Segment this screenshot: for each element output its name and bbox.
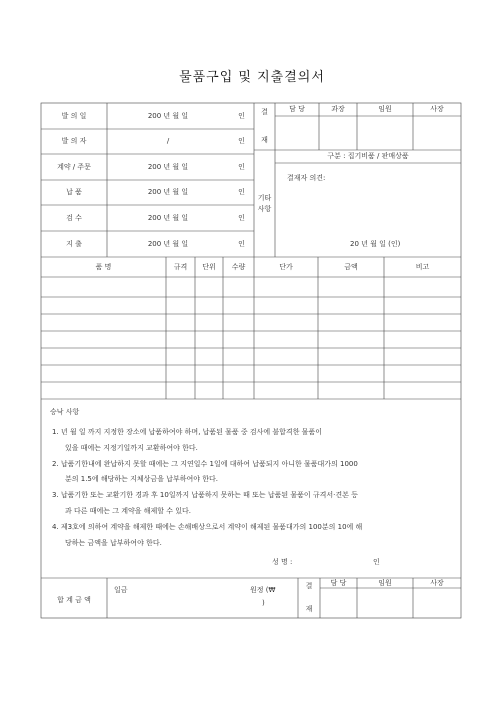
terms-heading: 승낙 사항 bbox=[50, 408, 80, 416]
total-approval-side-1: 결 bbox=[305, 582, 313, 590]
col-header-spec: 규격 bbox=[173, 263, 188, 271]
row-seal-proposer: 인 bbox=[238, 137, 245, 145]
row-seal-proposal-date: 인 bbox=[238, 112, 245, 120]
row-label-contract: 계약 / 주문 bbox=[57, 163, 91, 171]
row-label-expense: 지 출 bbox=[66, 240, 82, 248]
row-seal-inspection: 인 bbox=[238, 214, 245, 222]
row-label-proposal-date: 발 의 일 bbox=[61, 112, 87, 120]
approver-date-line: 20 년 월 일 (인) bbox=[350, 240, 401, 248]
col-header-item-name: 품 명 bbox=[95, 263, 112, 271]
row-label-delivery: 납 품 bbox=[66, 188, 82, 196]
terms-line: 있을 때에는 지정기일까지 교환하여야 한다. bbox=[65, 444, 198, 452]
total-won-close: ) bbox=[262, 599, 265, 607]
col-header-qty: 수량 bbox=[231, 263, 246, 271]
row-value-proposer[interactable]: / bbox=[166, 137, 170, 145]
row-seal-contract: 인 bbox=[238, 163, 245, 171]
terms-line: 2. 납품기한내에 완납하지 못할 때에는 그 지연일수 1일에 대하여 납품되지 아니한 물품대가의 1000 bbox=[52, 460, 358, 468]
category-field[interactable]: 구분 : 집기비품 / 판매상품 bbox=[327, 152, 409, 160]
approver-opinion-label: 결재자 의견: bbox=[287, 174, 326, 182]
row-value-expense[interactable]: 200 년 월 일 bbox=[147, 240, 189, 248]
terms-line: 4. 제3호에 의하여 계약을 해제한 때에는 손해배상으로서 계약이 해제된 물품대가의 100분의 10에 해 bbox=[52, 523, 363, 531]
terms-line: 1. 년 월 일 까지 지정한 장소에 납품하여야 하며, 납품된 물품 중 검사에 불합격한 물품이 bbox=[52, 428, 322, 436]
page-title: 물품구입 및 지출결의서 bbox=[179, 70, 325, 85]
row-value-proposal-date[interactable]: 200 년 월 일 bbox=[147, 112, 189, 120]
other-side-label: 기타 사항 bbox=[257, 194, 272, 213]
col-header-amount: 금액 bbox=[344, 263, 358, 271]
row-seal-expense: 인 bbox=[238, 240, 245, 248]
row-value-contract[interactable]: 200 년 월 일 bbox=[147, 163, 189, 171]
terms-line: 분의 1.5에 해당하는 지체상금을 납부하여야 한다. bbox=[65, 475, 218, 483]
signature-label: 성 명 : bbox=[272, 558, 293, 566]
row-value-delivery[interactable]: 200 년 월 일 bbox=[147, 188, 189, 196]
total-korean-amount[interactable]: 일금 bbox=[114, 586, 128, 594]
approval-header-manager: 과장 bbox=[331, 105, 345, 113]
row-value-inspection[interactable]: 200 년 월 일 bbox=[147, 214, 189, 222]
total-approval-side-2: 재 bbox=[305, 605, 313, 613]
terms-line: 3. 납품기한 또는 교환기한 경과 후 10일까지 납품하지 못하는 때 또는 납품된 물품이 규격서·견본 등 bbox=[52, 491, 358, 499]
total-label: 합 계 금 액 bbox=[57, 596, 91, 604]
approval-side-label-2: 재 bbox=[261, 136, 268, 144]
col-header-unit-price: 단가 bbox=[279, 263, 293, 271]
approval-header-president: 사장 bbox=[430, 105, 444, 113]
total-won-amount[interactable]: 원정 (₩ bbox=[250, 586, 276, 594]
total-approval-executive: 임원 bbox=[378, 579, 392, 587]
approval-side-label-1: 결 bbox=[261, 108, 268, 116]
col-header-unit: 단위 bbox=[202, 263, 216, 271]
total-approval-president: 사장 bbox=[430, 579, 444, 587]
terms-line: 과 다른 때에는 그 계약을 해제할 수 있다. bbox=[65, 507, 191, 515]
row-label-inspection: 검 수 bbox=[66, 214, 82, 222]
row-label-proposer: 발 의 자 bbox=[61, 137, 87, 145]
col-header-remarks: 비고 bbox=[415, 263, 430, 271]
signature-seal: 인 bbox=[373, 558, 380, 566]
approval-header-staff: 담 당 bbox=[289, 105, 305, 113]
row-seal-delivery: 인 bbox=[238, 188, 245, 196]
approval-header-executive: 임원 bbox=[378, 105, 392, 113]
terms-line: 당하는 금액을 납부하여야 한다. bbox=[65, 539, 162, 547]
total-approval-staff: 담 당 bbox=[330, 579, 347, 587]
